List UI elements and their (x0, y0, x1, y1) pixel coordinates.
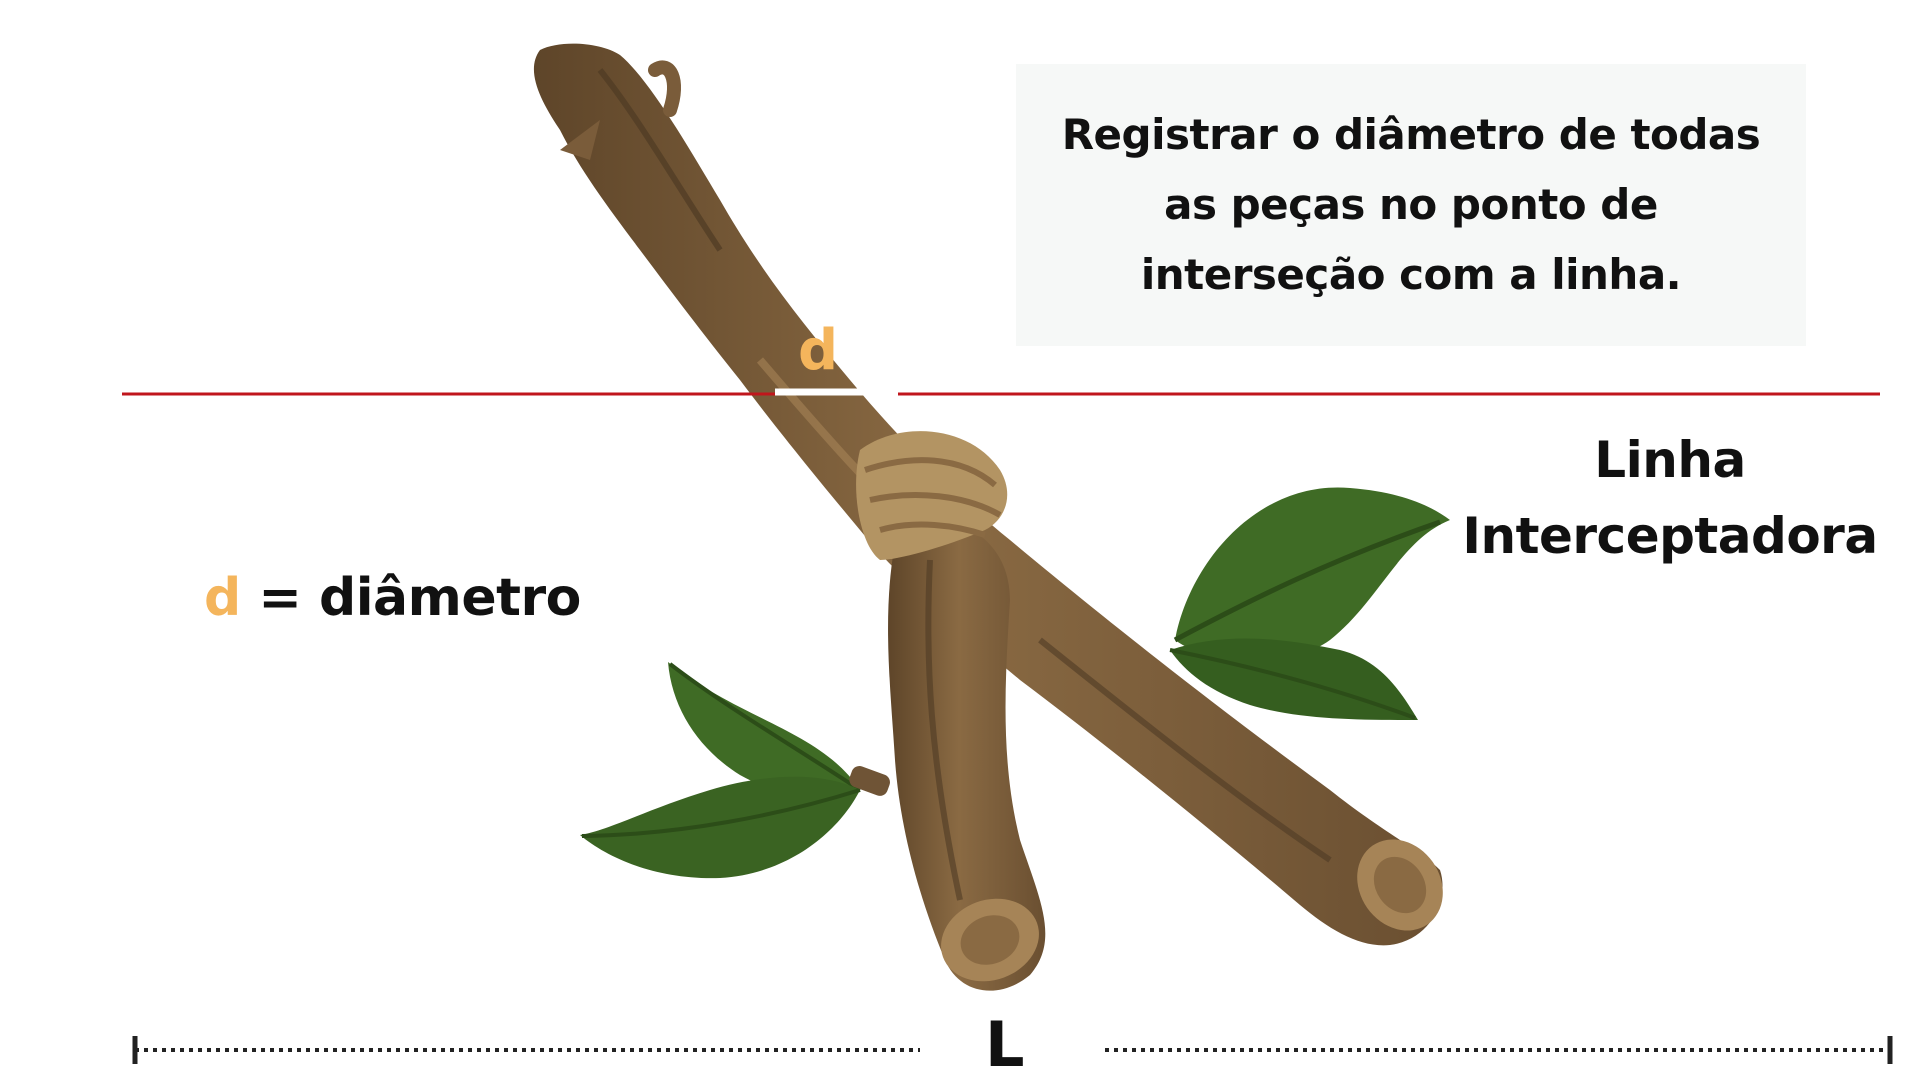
legend (204, 568, 581, 628)
instruction-line: interseção com a linha. (1140, 250, 1682, 299)
legend-symbol: d (204, 568, 241, 628)
instruction-text (1021, 100, 1801, 310)
intercept-line-label-line: Linha (1594, 431, 1746, 489)
leaf-right-icon (1170, 487, 1450, 720)
instruction-line: as peças no ponto de (1164, 180, 1658, 229)
diameter-marker-label: d (798, 318, 839, 383)
instruction-box (1016, 64, 1806, 346)
intercept-line-label (1450, 422, 1890, 574)
intercept-line-label-line: Interceptadora (1462, 507, 1878, 565)
legend-text: = diâmetro (240, 568, 581, 628)
instruction-line: Registrar o diâmetro de todas (1061, 110, 1761, 159)
leaf-left-icon (580, 662, 892, 878)
length-label: L (985, 1008, 1025, 1081)
